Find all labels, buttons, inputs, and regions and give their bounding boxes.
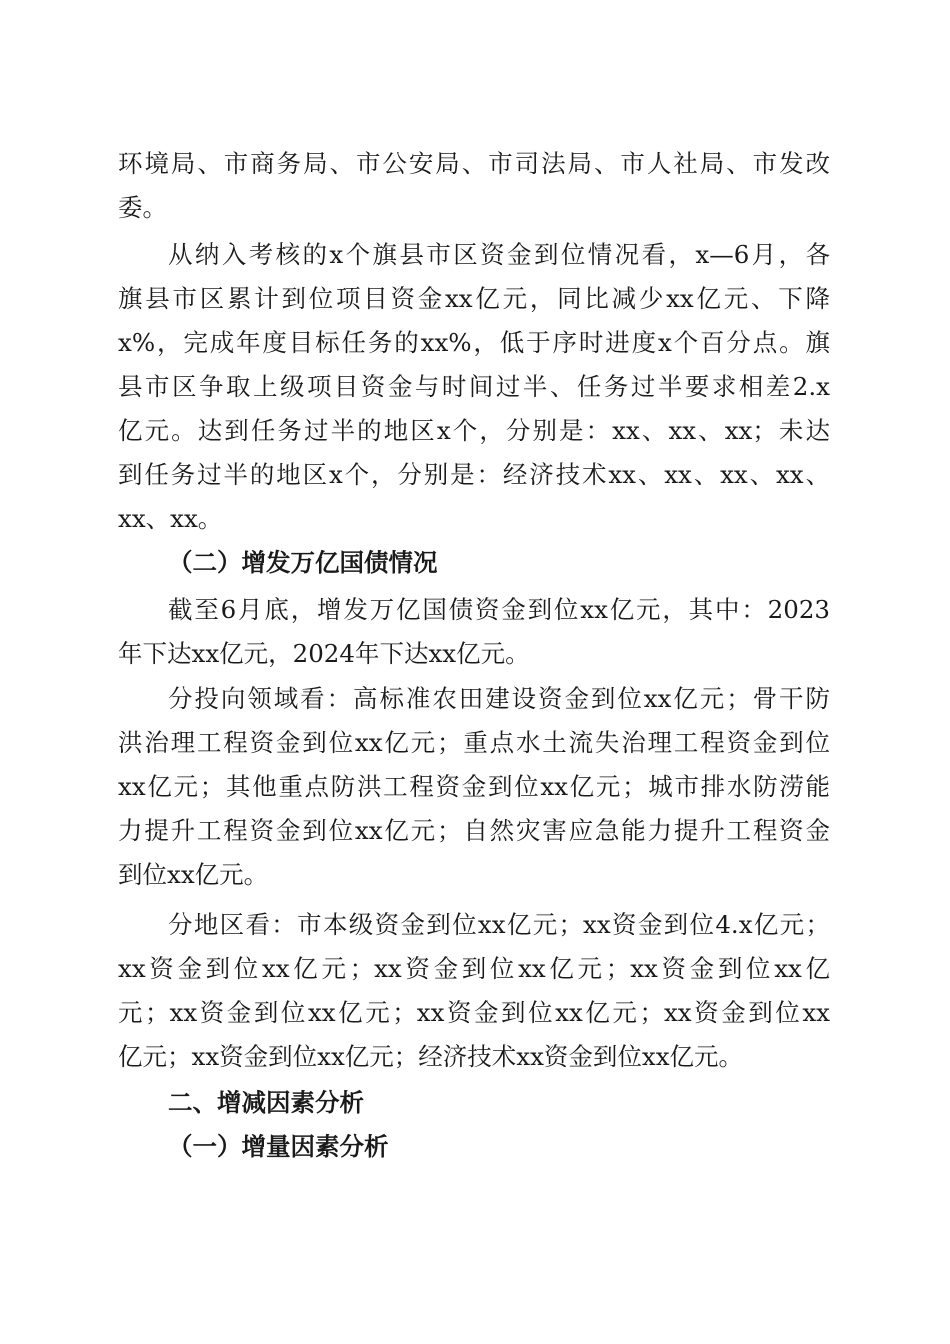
text-line: 截至6月底，增发万亿国债资金到位xx亿元，其中：2023	[168, 595, 830, 624]
text-line: 亿元。达到任务过半的地区x个，分别是：xx、xx、xx；未达	[118, 416, 830, 445]
text-line: 元；xx资金到位xx亿元；xx资金到位xx亿元；xx资金到位xx	[118, 998, 830, 1027]
text-line: x%，完成年度目标任务的xx%，低于序时进度x个百分点。旗	[118, 328, 830, 357]
text-line: 力提升工程资金到位xx亿元；自然灾害应急能力提升工程资金	[118, 816, 830, 845]
section-heading-increase-factors: （一）增量因素分析	[168, 1132, 389, 1161]
text-line: 旗县市区累计到位项目资金xx亿元，同比减少xx亿元、下降	[118, 284, 830, 313]
text-line: 到位xx亿元。	[118, 860, 269, 889]
text-line: 环境局、市商务局、市公安局、市司法局、市人社局、市发改	[118, 149, 830, 178]
text-line: 分地区看：市本级资金到位xx亿元；xx资金到位4.x亿元；	[168, 910, 830, 939]
text-line: 洪治理工程资金到位xx亿元；重点水土流失治理工程资金到位	[118, 728, 830, 757]
text-line: 到任务过半的地区x个，分别是：经济技术xx、xx、xx、xx、	[118, 460, 830, 489]
section-heading-factor-analysis: 二、增减因素分析	[168, 1088, 364, 1117]
text-line: 县市区争取上级项目资金与时间过半、任务过半要求相差2.x	[118, 372, 830, 401]
section-heading-treasury-bonds: （二）增发万亿国债情况	[168, 548, 438, 577]
text-line: xx资金到位xx亿元；xx资金到位xx亿元；xx资金到位xx亿	[118, 954, 830, 983]
text-line: 分投向领域看：高标准农田建设资金到位xx亿元；骨干防	[168, 684, 830, 713]
text-line: 委。	[118, 193, 167, 222]
text-line: xx亿元；其他重点防洪工程资金到位xx亿元；城市排水防涝能	[118, 772, 830, 801]
text-line: 从纳入考核的x个旗县市区资金到位情况看，x—6月，各	[168, 240, 830, 269]
text-line: 亿元；xx资金到位xx亿元；经济技术xx资金到位xx亿元。	[118, 1042, 744, 1071]
text-line: xx、xx。	[118, 504, 223, 533]
text-line: 年下达xx亿元，2024年下达xx亿元。	[118, 639, 530, 668]
